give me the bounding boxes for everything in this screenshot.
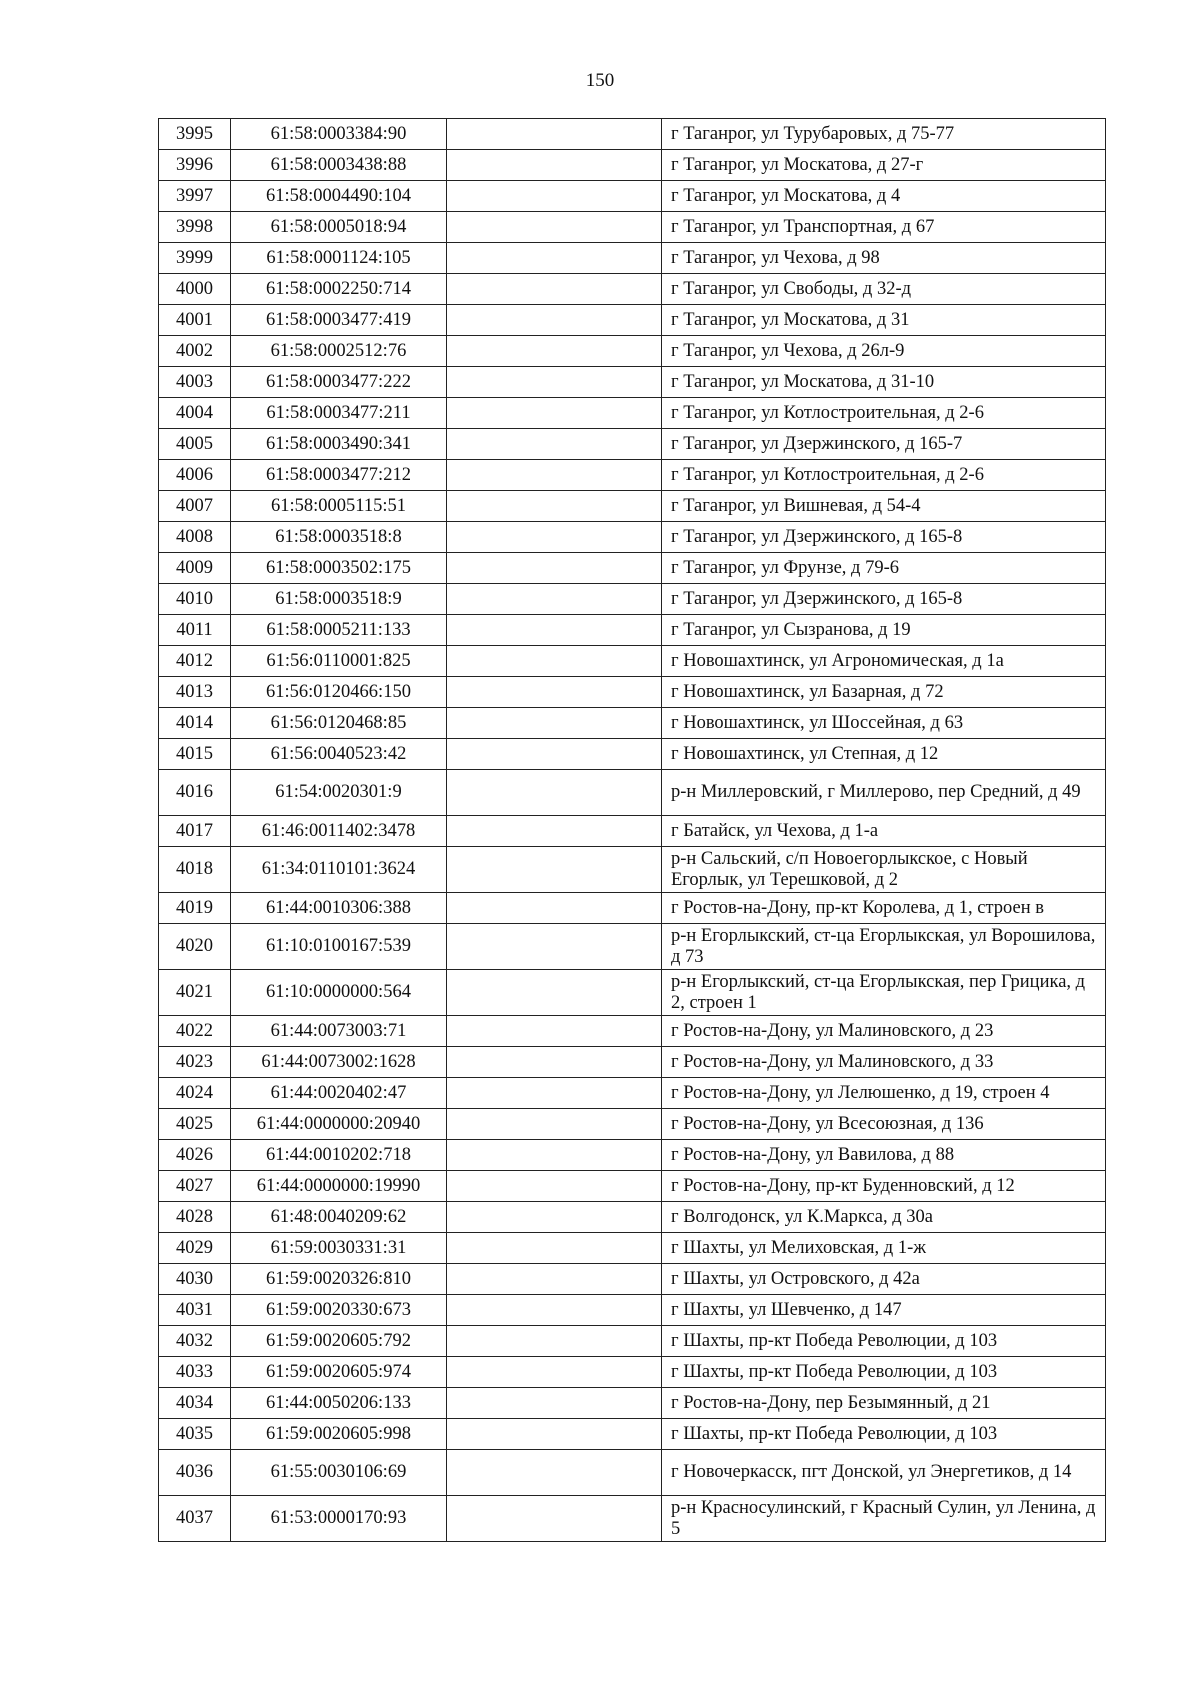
cadastral-number-cell: 61:55:0030106:69	[231, 1450, 447, 1496]
cadastral-number-cell: 61:44:0000000:20940	[231, 1109, 447, 1140]
empty-cell	[447, 522, 662, 553]
cadastral-number-cell: 61:58:0003384:90	[231, 119, 447, 150]
cadastral-number-cell: 61:58:0001124:105	[231, 243, 447, 274]
cadastral-number-cell: 61:58:0003477:212	[231, 460, 447, 491]
row-number-cell: 4007	[159, 491, 231, 522]
empty-cell	[447, 491, 662, 522]
empty-cell	[447, 212, 662, 243]
row-number-cell: 4020	[159, 924, 231, 970]
empty-cell	[447, 119, 662, 150]
table-row	[159, 553, 1106, 584]
table-row	[159, 770, 1106, 816]
cadastral-number-cell: 61:58:0003477:222	[231, 367, 447, 398]
address-cell: г Новочеркасск, пгт Донской, ул Энергетиков, д 14	[662, 1450, 1106, 1496]
address-cell: г Ростов-на-Дону, ул Лелюшенко, д 19, строен 4	[662, 1078, 1106, 1109]
address-cell: г Новошахтинск, ул Базарная, д 72	[662, 677, 1106, 708]
address-cell: г Ростов-на-Дону, пр-кт Буденновский, д 12	[662, 1171, 1106, 1202]
cadastral-number-cell: 61:44:0050206:133	[231, 1388, 447, 1419]
table-row	[159, 1078, 1106, 1109]
empty-cell	[447, 1419, 662, 1450]
table-row	[159, 119, 1106, 150]
address-cell: г Таганрог, ул Свободы, д 32-д	[662, 274, 1106, 305]
empty-cell	[447, 1140, 662, 1171]
table-row	[159, 1171, 1106, 1202]
table-row	[159, 646, 1106, 677]
address-cell: г Шахты, пр-кт Победа Революции, д 103	[662, 1326, 1106, 1357]
cadastral-number-cell: 61:58:0005211:133	[231, 615, 447, 646]
empty-cell	[447, 816, 662, 847]
table-row	[159, 243, 1106, 274]
cadastral-number-cell: 61:56:0120468:85	[231, 708, 447, 739]
empty-cell	[447, 181, 662, 212]
address-cell: г Таганрог, ул Чехова, д 26л-9	[662, 336, 1106, 367]
address-cell: г Новошахтинск, ул Агрономическая, д 1а	[662, 646, 1106, 677]
table-row	[159, 584, 1106, 615]
table-row	[159, 1264, 1106, 1295]
empty-cell	[447, 1047, 662, 1078]
address-cell: р-н Егорлыкский, ст-ца Егорлыкская, ул Ворошилова, д 73	[662, 924, 1106, 970]
cadastral-number-cell: 61:58:0002512:76	[231, 336, 447, 367]
address-cell: г Ростов-на-Дону, ул Малиновского, д 33	[662, 1047, 1106, 1078]
address-cell: г Таганрог, ул Дзержинского, д 165-8	[662, 584, 1106, 615]
empty-cell	[447, 336, 662, 367]
address-cell: г Таганрог, ул Вишневая, д 54-4	[662, 491, 1106, 522]
table-row	[159, 305, 1106, 336]
row-number-cell: 4001	[159, 305, 231, 336]
address-cell: г Таганрог, ул Транспортная, д 67	[662, 212, 1106, 243]
cadastral-number-cell: 61:56:0120466:150	[231, 677, 447, 708]
address-cell: г Новошахтинск, ул Шоссейная, д 63	[662, 708, 1106, 739]
table-row	[159, 212, 1106, 243]
table-row	[159, 893, 1106, 924]
row-number-cell: 4008	[159, 522, 231, 553]
cadastral-number-cell: 61:44:0073002:1628	[231, 1047, 447, 1078]
cadastral-number-cell: 61:44:0000000:19990	[231, 1171, 447, 1202]
cadastral-number-cell: 61:46:0011402:3478	[231, 816, 447, 847]
table-row	[159, 708, 1106, 739]
cadastral-number-cell: 61:58:0002250:714	[231, 274, 447, 305]
empty-cell	[447, 553, 662, 584]
cadastral-number-cell: 61:10:0100167:539	[231, 924, 447, 970]
empty-cell	[447, 305, 662, 336]
cadastral-number-cell: 61:58:0005115:51	[231, 491, 447, 522]
empty-cell	[447, 1295, 662, 1326]
cadastral-number-cell: 61:56:0110001:825	[231, 646, 447, 677]
address-cell: р-н Сальский, с/п Новоегорлыкское, с Новый Егорлык, ул Терешковой, д 2	[662, 847, 1106, 893]
cadastral-number-cell: 61:59:0020605:792	[231, 1326, 447, 1357]
empty-cell	[447, 398, 662, 429]
address-cell: г Таганрог, ул Котлостроительная, д 2-6	[662, 460, 1106, 491]
empty-cell	[447, 893, 662, 924]
row-number-cell: 4000	[159, 274, 231, 305]
row-number-cell: 3997	[159, 181, 231, 212]
table-row	[159, 1357, 1106, 1388]
row-number-cell: 4005	[159, 429, 231, 460]
table-row	[159, 847, 1106, 893]
table-row	[159, 181, 1106, 212]
cadastral-number-cell: 61:58:0003477:211	[231, 398, 447, 429]
empty-cell	[447, 739, 662, 770]
row-number-cell: 3999	[159, 243, 231, 274]
row-number-cell: 4033	[159, 1357, 231, 1388]
property-table	[158, 118, 1106, 1542]
cadastral-number-cell: 61:58:0003490:341	[231, 429, 447, 460]
cadastral-number-cell: 61:34:0110101:3624	[231, 847, 447, 893]
address-cell: г Таганрог, ул Дзержинского, д 165-8	[662, 522, 1106, 553]
cadastral-number-cell: 61:59:0020605:974	[231, 1357, 447, 1388]
table-row	[159, 429, 1106, 460]
table-row	[159, 274, 1106, 305]
cadastral-number-cell: 61:58:0004490:104	[231, 181, 447, 212]
table-row	[159, 336, 1106, 367]
cadastral-number-cell: 61:54:0020301:9	[231, 770, 447, 816]
row-number-cell: 4030	[159, 1264, 231, 1295]
table-row	[159, 150, 1106, 181]
address-cell: г Ростов-на-Дону, пер Безымянный, д 21	[662, 1388, 1106, 1419]
row-number-cell: 4022	[159, 1016, 231, 1047]
address-cell: г Таганрог, ул Дзержинского, д 165-7	[662, 429, 1106, 460]
table-row	[159, 816, 1106, 847]
row-number-cell: 4016	[159, 770, 231, 816]
row-number-cell: 4031	[159, 1295, 231, 1326]
row-number-cell: 4028	[159, 1202, 231, 1233]
address-cell: г Таганрог, ул Турубаровых, д 75-77	[662, 119, 1106, 150]
row-number-cell: 4010	[159, 584, 231, 615]
address-cell: г Таганрог, ул Сызранова, д 19	[662, 615, 1106, 646]
row-number-cell: 4035	[159, 1419, 231, 1450]
empty-cell	[447, 1388, 662, 1419]
table-row	[159, 970, 1106, 1016]
address-cell: г Ростов-на-Дону, ул Малиновского, д 23	[662, 1016, 1106, 1047]
table-row	[159, 1496, 1106, 1542]
address-cell: г Шахты, ул Островского, д 42а	[662, 1264, 1106, 1295]
empty-cell	[447, 367, 662, 398]
empty-cell	[447, 1233, 662, 1264]
cadastral-number-cell: 61:44:0010306:388	[231, 893, 447, 924]
cadastral-number-cell: 61:59:0020605:998	[231, 1419, 447, 1450]
table-row	[159, 1202, 1106, 1233]
empty-cell	[447, 1357, 662, 1388]
row-number-cell: 4029	[159, 1233, 231, 1264]
empty-cell	[447, 1264, 662, 1295]
address-cell: г Шахты, пр-кт Победа Революции, д 103	[662, 1357, 1106, 1388]
table-row	[159, 1109, 1106, 1140]
address-cell: р-н Красносулинский, г Красный Сулин, ул Ленина, д 5	[662, 1496, 1106, 1542]
row-number-cell: 4019	[159, 893, 231, 924]
empty-cell	[447, 1496, 662, 1542]
cadastral-number-cell: 61:56:0040523:42	[231, 739, 447, 770]
address-cell: г Таганрог, ул Москатова, д 31-10	[662, 367, 1106, 398]
table-row	[159, 1140, 1106, 1171]
table-row	[159, 367, 1106, 398]
cadastral-number-cell: 61:10:0000000:564	[231, 970, 447, 1016]
table-row	[159, 1295, 1106, 1326]
cadastral-number-cell: 61:44:0020402:47	[231, 1078, 447, 1109]
empty-cell	[447, 615, 662, 646]
row-number-cell: 4021	[159, 970, 231, 1016]
row-number-cell: 4026	[159, 1140, 231, 1171]
address-cell: г Батайск, ул Чехова, д 1-а	[662, 816, 1106, 847]
address-cell: р-н Миллеровский, г Миллерово, пер Средний, д 49	[662, 770, 1106, 816]
cadastral-number-cell: 61:58:0003438:88	[231, 150, 447, 181]
address-cell: г Ростов-на-Дону, ул Вавилова, д 88	[662, 1140, 1106, 1171]
row-number-cell: 3995	[159, 119, 231, 150]
table-row	[159, 1419, 1106, 1450]
address-cell: г Шахты, ул Шевченко, д 147	[662, 1295, 1106, 1326]
cadastral-number-cell: 61:58:0003518:8	[231, 522, 447, 553]
table-row	[159, 1016, 1106, 1047]
table-row	[159, 1233, 1106, 1264]
address-cell: г Таганрог, ул Фрунзе, д 79-6	[662, 553, 1106, 584]
table-row	[159, 1450, 1106, 1496]
row-number-cell: 4034	[159, 1388, 231, 1419]
cadastral-number-cell: 61:58:0005018:94	[231, 212, 447, 243]
row-number-cell: 4032	[159, 1326, 231, 1357]
address-cell: г Таганрог, ул Москатова, д 27-г	[662, 150, 1106, 181]
empty-cell	[447, 429, 662, 460]
address-cell: г Шахты, пр-кт Победа Революции, д 103	[662, 1419, 1106, 1450]
empty-cell	[447, 1202, 662, 1233]
cadastral-number-cell: 61:58:0003518:9	[231, 584, 447, 615]
row-number-cell: 4025	[159, 1109, 231, 1140]
empty-cell	[447, 460, 662, 491]
empty-cell	[447, 970, 662, 1016]
empty-cell	[447, 847, 662, 893]
empty-cell	[447, 274, 662, 305]
row-number-cell: 4017	[159, 816, 231, 847]
row-number-cell: 4004	[159, 398, 231, 429]
address-cell: г Новошахтинск, ул Степная, д 12	[662, 739, 1106, 770]
table-row	[159, 460, 1106, 491]
empty-cell	[447, 708, 662, 739]
table-row	[159, 677, 1106, 708]
row-number-cell: 4006	[159, 460, 231, 491]
row-number-cell: 4027	[159, 1171, 231, 1202]
address-cell: г Волгодонск, ул К.Маркса, д 30а	[662, 1202, 1106, 1233]
table-row	[159, 1326, 1106, 1357]
property-table-body	[159, 119, 1106, 1542]
row-number-cell: 4024	[159, 1078, 231, 1109]
empty-cell	[447, 1078, 662, 1109]
cadastral-number-cell: 61:44:0073003:71	[231, 1016, 447, 1047]
empty-cell	[447, 924, 662, 970]
empty-cell	[447, 1326, 662, 1357]
table-row	[159, 924, 1106, 970]
row-number-cell: 4023	[159, 1047, 231, 1078]
row-number-cell: 4013	[159, 677, 231, 708]
cadastral-number-cell: 61:53:0000170:93	[231, 1496, 447, 1542]
cadastral-number-cell: 61:59:0030331:31	[231, 1233, 447, 1264]
row-number-cell: 4015	[159, 739, 231, 770]
address-cell: г Ростов-на-Дону, ул Всесоюзная, д 136	[662, 1109, 1106, 1140]
cadastral-number-cell: 61:48:0040209:62	[231, 1202, 447, 1233]
row-number-cell: 4018	[159, 847, 231, 893]
cadastral-number-cell: 61:59:0020326:810	[231, 1264, 447, 1295]
empty-cell	[447, 1450, 662, 1496]
empty-cell	[447, 1171, 662, 1202]
cadastral-number-cell: 61:44:0010202:718	[231, 1140, 447, 1171]
address-cell: р-н Егорлыкский, ст-ца Егорлыкская, пер Грицика, д 2, строен 1	[662, 970, 1106, 1016]
table-row	[159, 398, 1106, 429]
empty-cell	[447, 646, 662, 677]
table-row	[159, 1388, 1106, 1419]
row-number-cell: 4003	[159, 367, 231, 398]
empty-cell	[447, 243, 662, 274]
row-number-cell: 4002	[159, 336, 231, 367]
cadastral-number-cell: 61:59:0020330:673	[231, 1295, 447, 1326]
row-number-cell: 4011	[159, 615, 231, 646]
table-row	[159, 522, 1106, 553]
address-cell: г Таганрог, ул Чехова, д 98	[662, 243, 1106, 274]
address-cell: г Таганрог, ул Котлостроительная, д 2-6	[662, 398, 1106, 429]
table-row	[159, 615, 1106, 646]
address-cell: г Ростов-на-Дону, пр-кт Королева, д 1, строен в	[662, 893, 1106, 924]
row-number-cell: 4012	[159, 646, 231, 677]
empty-cell	[447, 770, 662, 816]
address-cell: г Таганрог, ул Москатова, д 31	[662, 305, 1106, 336]
empty-cell	[447, 1109, 662, 1140]
row-number-cell: 3996	[159, 150, 231, 181]
row-number-cell: 4009	[159, 553, 231, 584]
page-number: 150	[585, 70, 615, 91]
cadastral-number-cell: 61:58:0003502:175	[231, 553, 447, 584]
cadastral-number-cell: 61:58:0003477:419	[231, 305, 447, 336]
table-row	[159, 1047, 1106, 1078]
address-cell: г Шахты, ул Мелиховская, д 1-ж	[662, 1233, 1106, 1264]
row-number-cell: 4037	[159, 1496, 231, 1542]
row-number-cell: 4014	[159, 708, 231, 739]
address-cell: г Таганрог, ул Москатова, д 4	[662, 181, 1106, 212]
empty-cell	[447, 584, 662, 615]
empty-cell	[447, 1016, 662, 1047]
row-number-cell: 4036	[159, 1450, 231, 1496]
table-row	[159, 739, 1106, 770]
empty-cell	[447, 677, 662, 708]
row-number-cell: 3998	[159, 212, 231, 243]
empty-cell	[447, 150, 662, 181]
table-row	[159, 491, 1106, 522]
